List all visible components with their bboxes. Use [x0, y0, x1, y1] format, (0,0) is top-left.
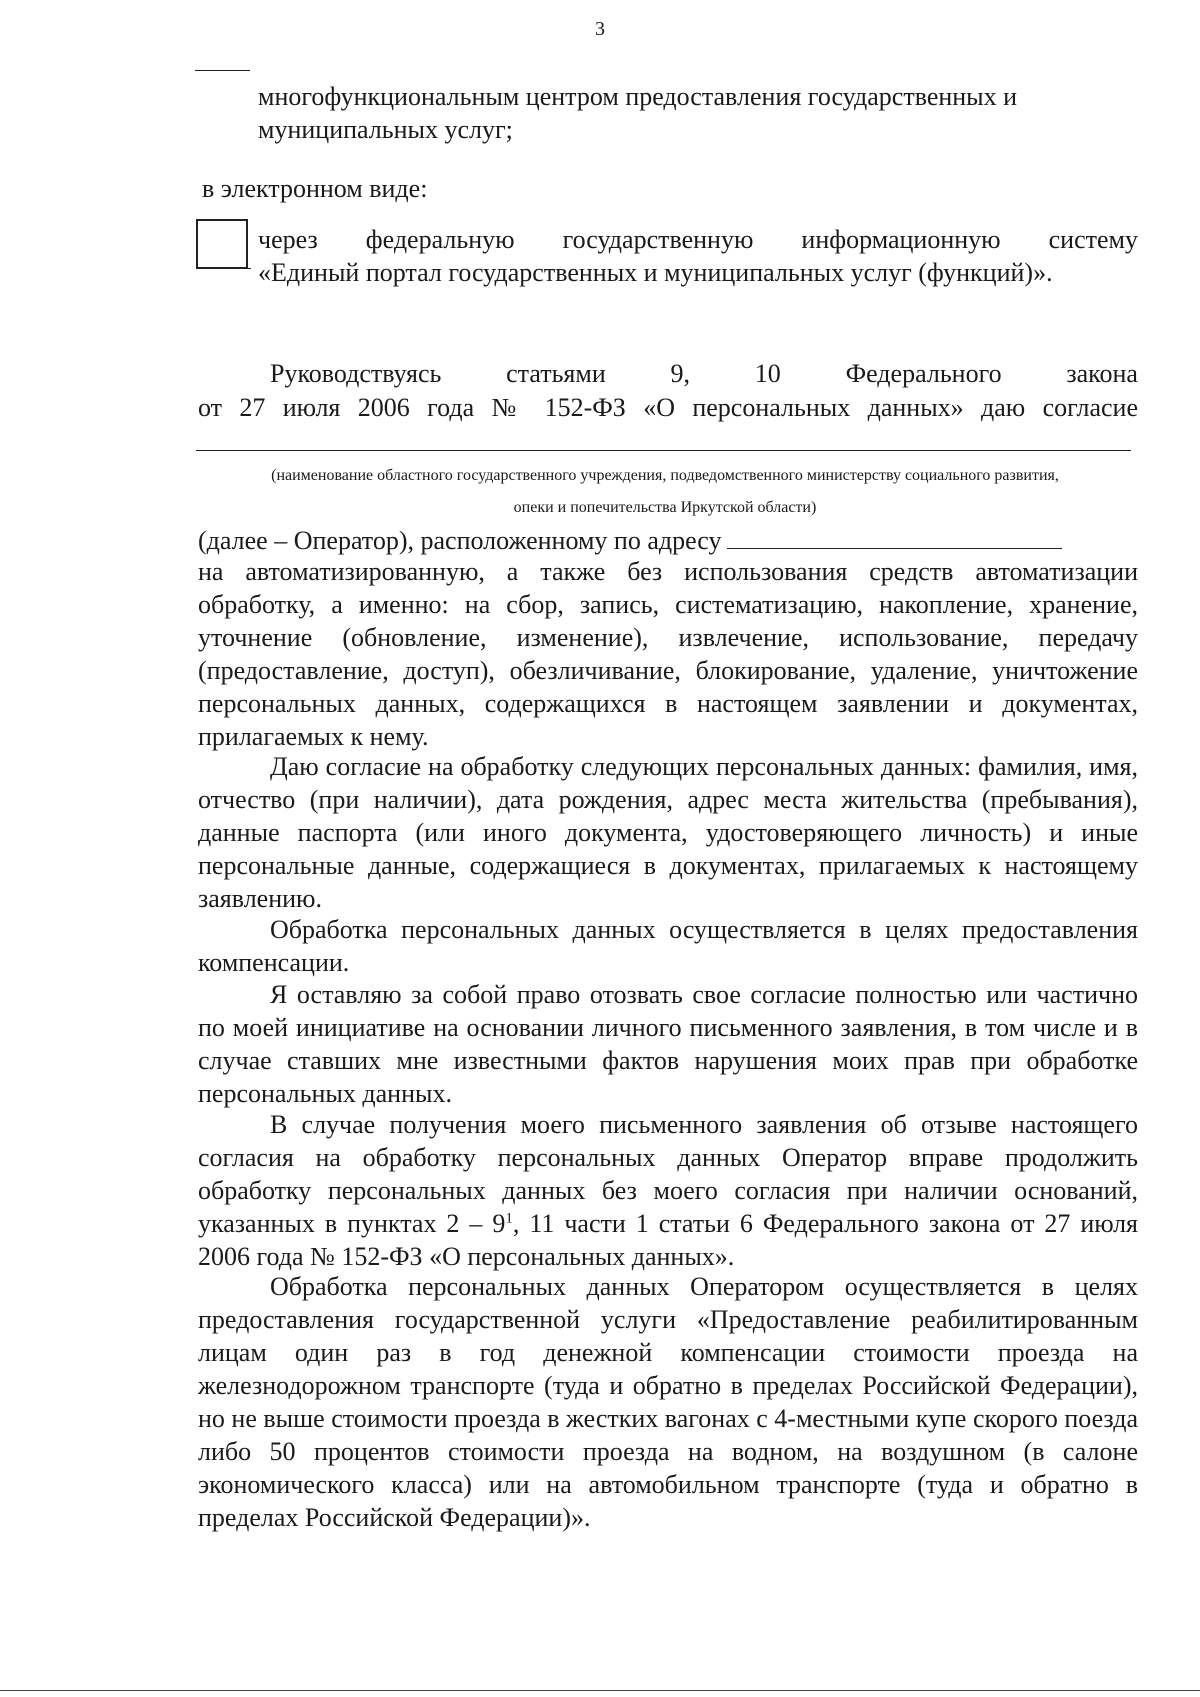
bottom-edge-line: [0, 1690, 1200, 1691]
mfc-option-text: многофункциональным центром предоставления государственных и муниципальных услуг;: [258, 82, 1018, 144]
revoke-paragraph: Я оставляю за собой право отозвать свое согласие полностью или частично по моей инициативе на основании личного письменного заявления, в том числе и в случае ставших мне известными фактов нарушения моих прав при обработке персональных данных.: [198, 980, 1138, 1108]
intro-word: Руководствуясь: [270, 359, 442, 388]
intro-word: закона: [1066, 359, 1138, 388]
intro-word: статьями: [506, 359, 606, 388]
processing-paragraph: на автоматизированную, а также без использования средств автоматизации обработку, а именно: на сбор, запись, систематизацию, накопление, хранение, уточнение (обновление, изменение), извлечение, использование, передачу (предоставление, доступ), обезличивание, блокирование, удаление, уничтожение персональных данных, содержащихся в настоящем заявлении и документах, прилагаемых к нему.: [198, 557, 1138, 751]
page-number: 3: [595, 18, 605, 40]
operator-caption-line2: опеки и попечительства Иркутской области): [513, 499, 817, 516]
withdrawal-text-part1: В случае получения моего письменного заявления об отзыве настоящего согласия на обработку персональных данных Оператор вправе продолжить обработку персональных данных без моего согласия при наличии оснований, указанных в пунктах 2 – 9: [198, 1110, 1138, 1238]
portal-option-line2: «Единый портал государственных и муниципальных услуг (функций)».: [258, 258, 1053, 287]
operator-address-label: (далее – Оператор), расположенному по адресу: [198, 526, 722, 555]
portal-checkbox[interactable]: [196, 219, 248, 269]
electronic-heading: в электронном виде:: [202, 174, 428, 203]
portal-option-line1: [258, 223, 1138, 256]
purpose-paragraph: Обработка персональных данных осуществляется в целях предоставления компенсации.: [198, 915, 1138, 977]
portal-word: государственную: [562, 225, 754, 254]
withdrawal-text-part2: , 11 части 1 статьи 6 Федерального закона от 27 июля 2006 года № 152-ФЗ «О персональных данных».: [198, 1209, 1139, 1271]
intro-word: 10: [754, 359, 781, 388]
consent-intro-line2: от 27 июля 2006 года № 152-ФЗ «О персональных данных» даю согласие: [198, 393, 1138, 422]
withdrawal-paragraph: [198, 1108, 1138, 1273]
portal-word: федеральную: [365, 225, 515, 254]
withdrawal-superscript: 1: [505, 1210, 513, 1227]
operator-caption-line1: (наименование областного государственного учреждения, подведомственного министерству социального развития,: [271, 467, 1059, 484]
intro-word: 9,: [670, 359, 691, 388]
checkbox-underline: [196, 268, 251, 269]
portal-word: информационную: [801, 225, 1001, 254]
data-list-paragraph: Даю согласие на обработку следующих персональных данных: фамилия, имя, отчество (при наличии), дата рождения, адрес места жительства (пребывания), данные паспорта (или иного документа, удостоверяющего личность) и иные персональные данные, содержащиеся в документах, прилагаемых к настоящему заявлению.: [198, 752, 1138, 913]
portal-word: систему: [1048, 225, 1138, 254]
final-purpose-paragraph: Обработка персональных данных Оператором осуществляется в целях предоставления государственной услуги «Предоставление реабилитированным лицам один раз в год денежной компенсации стоимости проезда на железнодорожном транспорте (туда и обратно в пределах Российской Федерации), но не выше стоимости проезда в жестких вагонах с 4-местными купе скорого поезда либо 50 процентов стоимости проезда на водном, на воздушном (в салоне экономического класса) или на автомобильном транспорте (туда и обратно в пределах Российской Федерации)».: [198, 1272, 1138, 1532]
operator-name-blank-line[interactable]: [196, 450, 1131, 451]
top-rule: [195, 70, 250, 71]
operator-address-line: [198, 522, 1138, 557]
intro-word: Федерального: [845, 359, 1002, 388]
address-blank-line[interactable]: [727, 522, 1062, 549]
consent-intro-line1: [270, 357, 1138, 390]
portal-word: через: [258, 225, 318, 254]
